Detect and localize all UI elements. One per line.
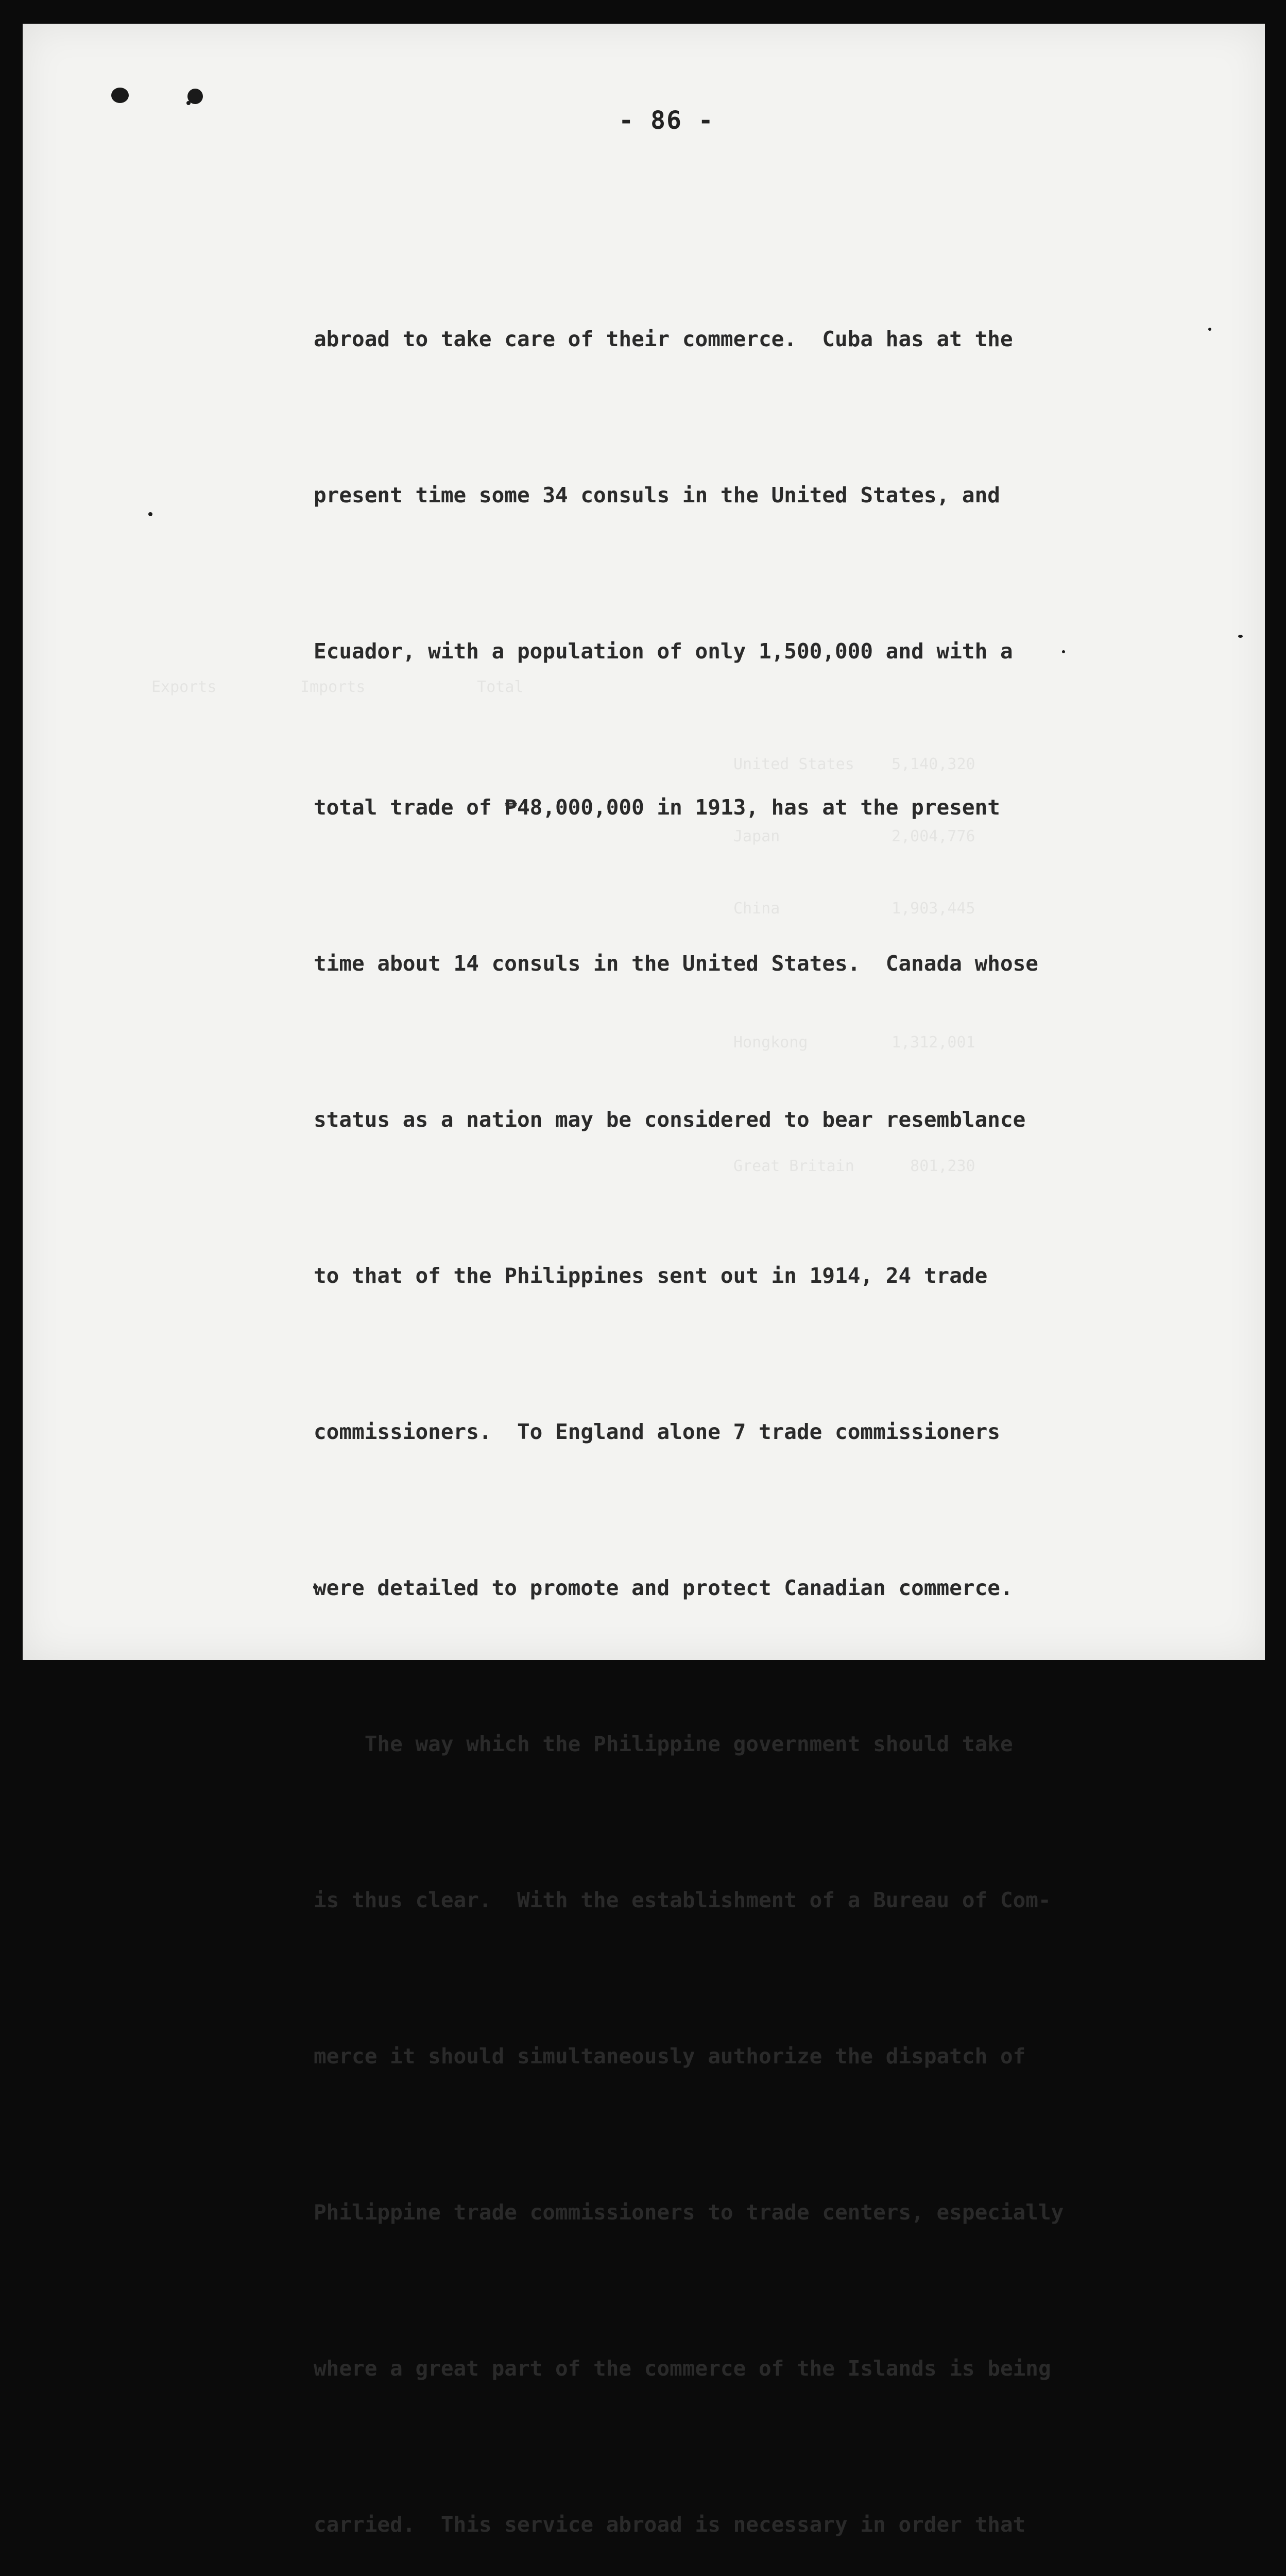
document-page [23, 24, 1265, 2537]
show-through-text: United States 5,140,320 [733, 755, 975, 773]
text-line: abroad to take care of their commerce. Cuba has at the [314, 327, 1013, 351]
show-through-text: China 1,903,445 [733, 900, 975, 918]
speck-mark [148, 512, 152, 516]
text-line: merce it should simultaneously authorize the dispatch of [314, 2044, 1026, 2069]
show-through-text: Japan 2,004,776 [733, 827, 975, 845]
binder-hole-mark [187, 89, 203, 104]
show-through-text: Exports Imports Total [151, 678, 524, 696]
text-line: present time some 34 consuls in the United States, and [314, 483, 1000, 507]
text-line: status as a nation may be considered to bear resemblance [314, 1107, 1026, 1132]
show-through-text: Hongkong 1,312,001 [733, 1033, 975, 1052]
text-line: commissioners. To England alone 7 trade commissioners [314, 1419, 1000, 1444]
text-line: carried. This service abroad is necessary in order that [314, 2512, 1026, 2537]
show-through-text: Great Britain 801,230 [733, 1157, 975, 1175]
text-line: is thus clear. With the establishment of a Bureau of Com- [314, 1888, 1051, 1912]
text-line: time about 14 consuls in the United States. Canada whose [314, 951, 1038, 976]
speck-mark [1238, 635, 1243, 638]
text-line: total trade of ₱48,000,000 in 1913, has at the present [314, 795, 1000, 820]
text-line: to that of the Philippines sent out in 1914, 24 trade [314, 1263, 988, 1288]
page-number: - 86 - [619, 106, 714, 135]
text-line: where a great part of the commerce of the Islands is being [314, 2356, 1051, 2381]
speck-mark [1208, 328, 1211, 331]
text-line: Ecuador, with a population of only 1,500,000 and with a [314, 639, 1013, 664]
text-line: Philippine trade commissioners to trade centers, especially [314, 2200, 1064, 2225]
binder-hole-mark [111, 88, 129, 103]
text-line: were detailed to promote and protect Canadian commerce. [314, 1575, 1013, 1600]
body-text [314, 209, 1096, 2576]
text-line: The way which the Philippine government should take [314, 1732, 1013, 1756]
